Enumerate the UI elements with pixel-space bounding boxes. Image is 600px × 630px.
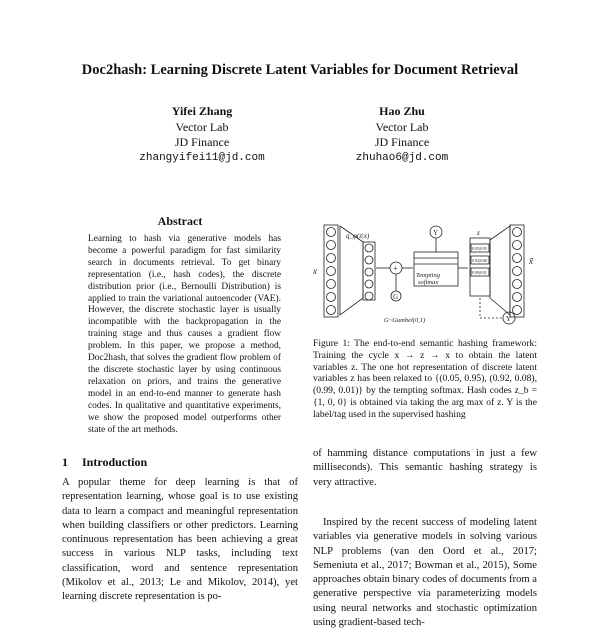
author-affiliation: Vector Lab: [175, 119, 229, 134]
abstract-heading: Abstract: [157, 214, 203, 228]
author-affiliation: JD Finance: [374, 135, 430, 149]
input-layer: [324, 225, 338, 317]
author-name: Yifei Zhang: [171, 104, 233, 118]
author-affiliation: JD Finance: [174, 135, 230, 149]
z-cell: 0.99|0.01: [472, 270, 487, 275]
encoder-layer: [363, 242, 375, 300]
x-output-label: x̃: [529, 256, 533, 266]
figure-diagram: [310, 218, 540, 333]
section-heading: [62, 455, 161, 470]
right-paragraph-1: of hamming distance computations in just a few milliseconds). This semantic hashing strategy is very attractive.: [313, 448, 537, 488]
y-top-label: Y: [433, 229, 439, 237]
z-label: z: [477, 229, 480, 237]
z-cell: 0.92|0.08: [472, 258, 487, 263]
paper-title: Doc2hash: Learning Discrete Latent Variables for Document Retrieval: [81, 62, 519, 78]
encoder-label: q_φ(z|x): [346, 232, 370, 240]
x-input-label: x: [313, 266, 317, 276]
abstract-text: Learning to hash via generative models has become a powerful paradigm for fast similarity search in documents retrieval. To get binary representation (i.e., hash codes), the discrete distribution prior (i.e., Bernoulli Distribution) is applied to train the variational autoencoder (VAE). However, the discrete stochastic layer is usually incompatible with the backpropagation in the training stage and thus causes a gradient flow problem. In this paper, we propose a method, Doc2hash, that solves the gradient flow problem of the discrete stochastic layer by using continuous relaxation on priors, and trains the generative model in an end-to-end manner to generate hash codes. In qualitative and quantitative experiments, we show the proposed model outperforms other state of the art methods.: [88, 234, 281, 435]
section-number: 1: [62, 455, 68, 469]
figure-caption: Figure 1: The end-to-end semantic hashing framework: Training the cycle x → z → x to obtain the latent variables z. The one hot representation of discrete latent variables z has been relaxed to {(0.05, 0.95), (0.92, 0.08), (0.99, 0.01)} by the tempting softmax. Hash codes z_b = {1, 0, 0} is obtained via taking the arg max of z. Y is the label/tag used in the supervised hashing: [313, 338, 537, 420]
author-email: zhangyifei11@jd.com: [139, 151, 265, 164]
decoder-connector: [490, 226, 510, 315]
g-label: G: [393, 293, 399, 301]
author-email: zhuhao6@jd.com: [355, 151, 449, 164]
z-cell: 0.05|0.95: [472, 246, 487, 251]
y-bottom-label: Y: [506, 315, 512, 323]
author-affiliation: Vector Lab: [375, 119, 429, 134]
intro-paragraph: A popular theme for deep learning is that of representation learning, whose goal is to use existing data to learn a compact and meaningful representation when building classifiers or other predictors. Learning continuous representation has been achieving a great success in various NLP tasks, including text classification, word and sentence representation (Mikolov et al., 2013; Le and Mikolov, 2014), yet learning discrete representation is po-: [62, 477, 298, 603]
section-title: Introduction: [82, 455, 148, 469]
author-name: Hao Zhu: [379, 104, 425, 118]
gumbel-label: G~Gumbel(0,1): [384, 317, 426, 324]
softmax-label-1: Tempting: [416, 272, 440, 279]
right-paragraph-2: Inspired by the recent success of modeling latent variables via generative models in solving various NLP problems (van den Oord et al., 2017; Semeniuta et al., 2017; Bowman et al., 2015), Some approaches obtain binary codes of documents from a generative perspective via parameterizing models using neural networks and stochastic optimization using gradient-based tech-: [313, 517, 537, 629]
plus-label: +: [393, 264, 398, 273]
author-block-1: [102, 104, 302, 166]
author-block-2: [302, 104, 502, 166]
output-layer: [510, 225, 524, 317]
softmax-label-2: softmax: [418, 279, 439, 286]
